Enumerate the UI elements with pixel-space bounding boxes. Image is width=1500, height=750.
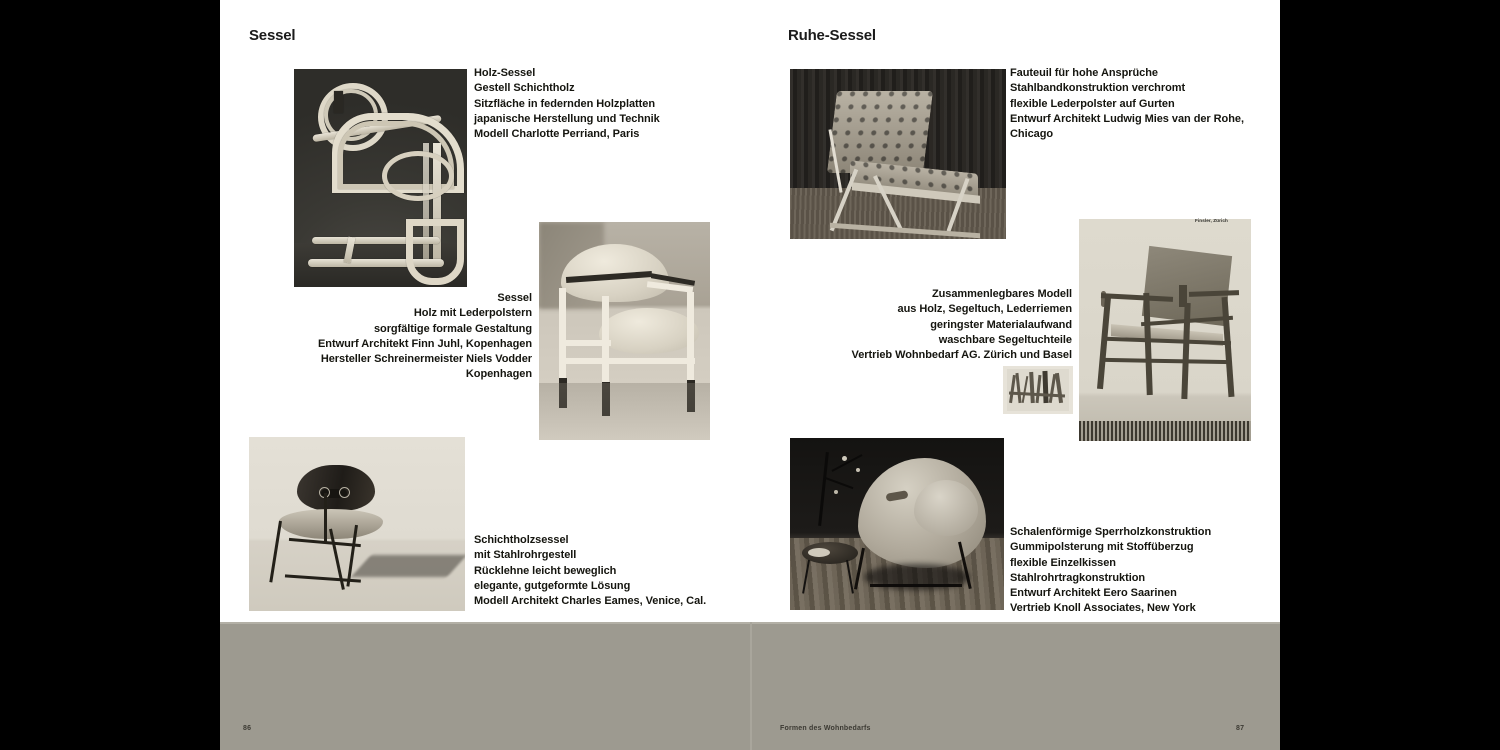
folio-right: 87 xyxy=(1236,725,1245,732)
photo-barcelona-chair xyxy=(790,69,1006,239)
photo-womb-chair xyxy=(790,438,1004,610)
photo-folded-chair-parts xyxy=(1003,366,1073,414)
page-title-right: Ruhe-Sessel xyxy=(788,27,876,44)
caption-mies: Fauteuil für hohe Ansprüche Stahlbandkonstruktion verchromt flexible Lederpolster auf Gurten Entwurf Architekt Ludwig Mies van der Rohe, Chicago xyxy=(1010,67,1244,141)
photo-bentwood-armchair xyxy=(294,69,467,287)
page-title-left: Sessel xyxy=(249,27,296,44)
photo-leather-upholstered-armchair xyxy=(539,222,710,440)
book-spread xyxy=(220,0,1280,622)
footer-running-title: Formen des Wohnbedarfs xyxy=(780,725,871,732)
caption-holz-sessel: Holz-Sessel Gestell Schichtholz Sitzfläche in federnden Holzplatten japanische Herstellung und Technik Modell Charlotte Perriand, Paris xyxy=(474,67,660,141)
caption-saarinen: Schalenförmige Sperrholzkonstruktion Gummipolsterung mit Stoffüberzug flexible Einzelkissen Stahlrohrtragkonstruktion Entwurf Architekt Eero Saarinen Vertrieb Knoll Associates, New York xyxy=(1010,526,1212,615)
caption-safari: Zusammenlegbares Modell aus Holz, Segeltuch, Lederriemen geringster Materialaufwand waschbare Segeltuchteile Vertrieb Wohnbedarf AG. Zürich und Basel xyxy=(851,288,1072,362)
photo-credit-finsler: Finsler, Zürich xyxy=(1195,218,1228,223)
photo-folding-safari-chair xyxy=(1079,219,1251,441)
caption-eames: Schichtholzsessel mit Stahlrohrgestell Rücklehne leicht beweglich elegante, gutgeformte Lösung Modell Architekt Charles Eames, Venice, Cal. xyxy=(474,534,707,608)
photo-plywood-chair xyxy=(249,437,465,611)
folio-left: 86 xyxy=(243,725,252,732)
caption-finn-juhl: Sessel Holz mit Lederpolstern sorgfältige formale Gestaltung Entwurf Architekt Finn Juhl, Kopenhagen Hersteller Schreinermeister Niels Vodder Kopenhagen xyxy=(318,292,532,381)
spread-footer xyxy=(220,722,1280,738)
